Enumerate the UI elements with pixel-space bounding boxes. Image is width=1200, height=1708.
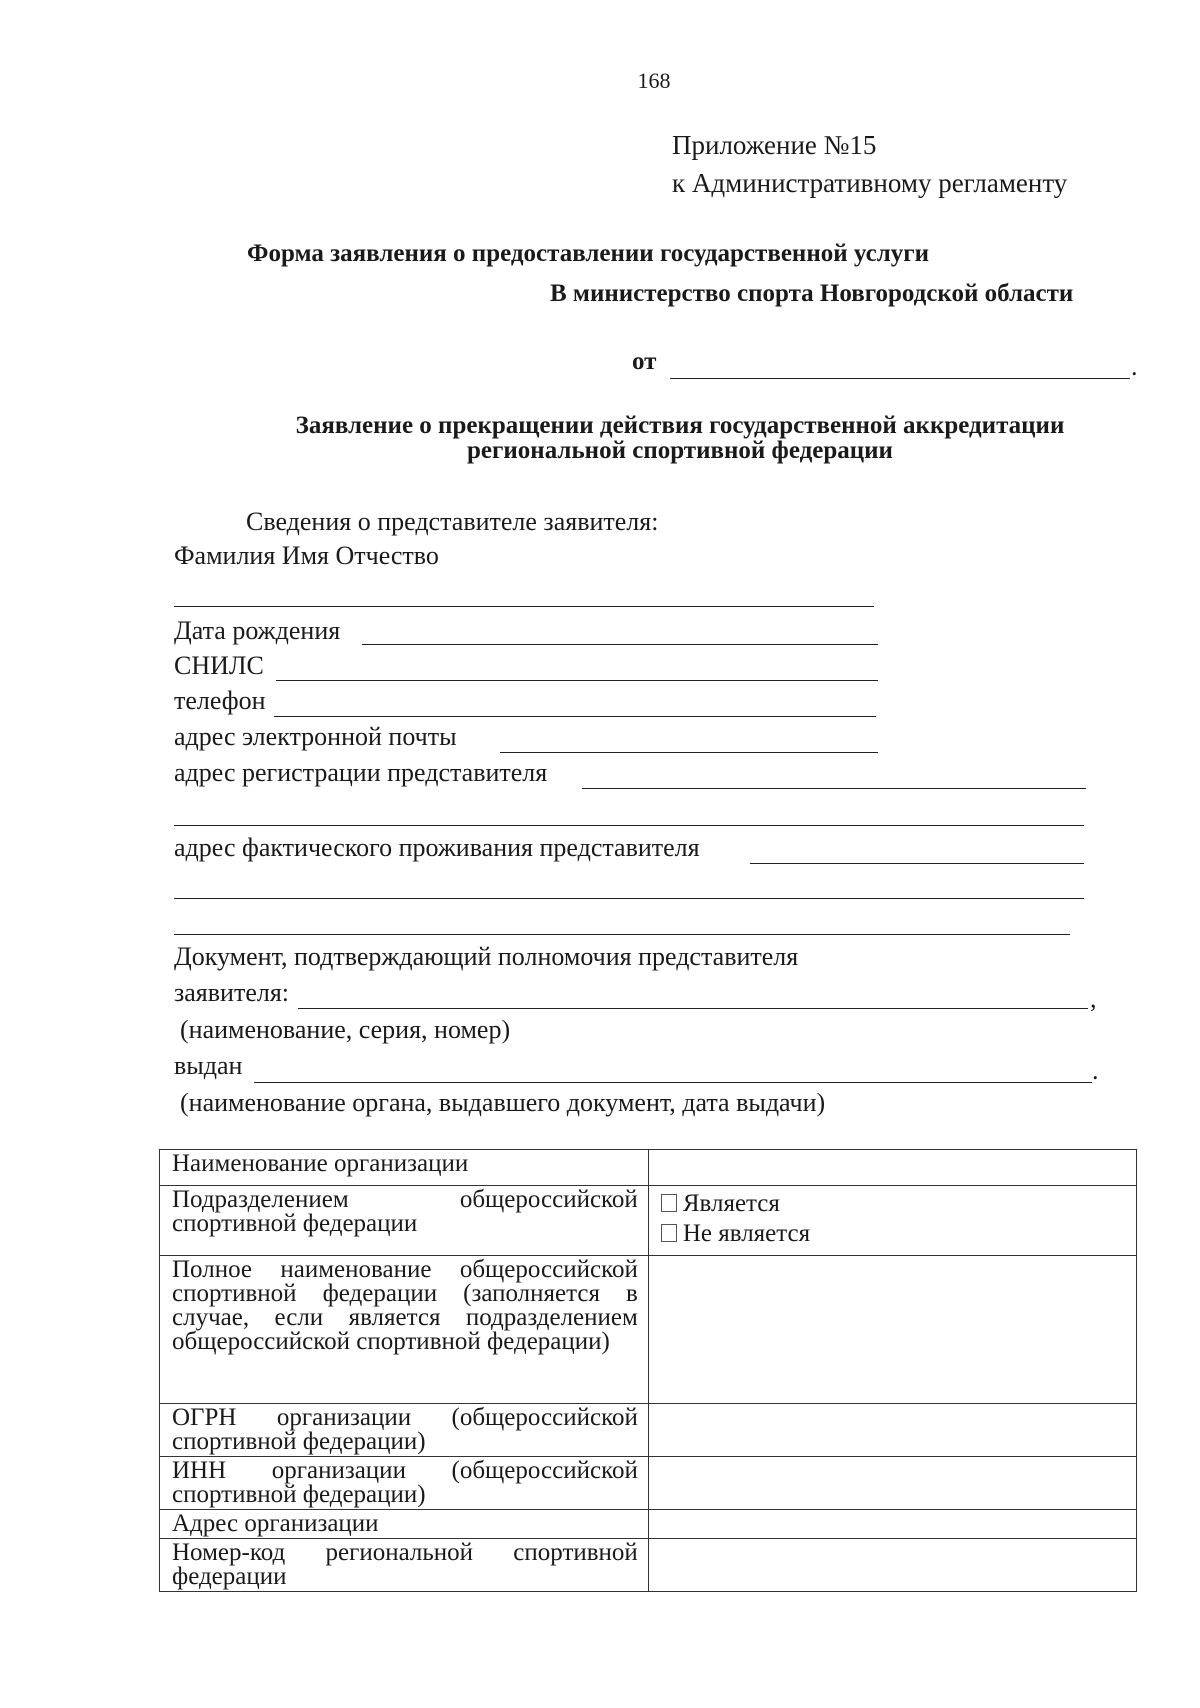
from-label: от: [632, 348, 657, 375]
full-name-field[interactable]: [174, 606, 874, 607]
from-period: .: [1131, 352, 1138, 381]
organization-address-label: Адрес организации: [160, 1510, 649, 1539]
issued-by-label: выдан: [174, 1051, 243, 1080]
federation-full-name-value[interactable]: [648, 1256, 1136, 1404]
table-row: [160, 1510, 1137, 1539]
option-is-not-subdivision[interactable]: [661, 1222, 1126, 1246]
full-name-label: Фамилия Имя Отчество: [174, 541, 439, 570]
form-title: Форма заявления о предоставлении государственной услуги: [247, 240, 929, 267]
actual-address-field-continued-2[interactable]: [174, 934, 1070, 935]
page-number: 168: [637, 68, 671, 93]
checkbox-icon[interactable]: [661, 1194, 677, 1212]
table-row: [160, 1186, 1137, 1256]
inn-label: ИНН организации (общероссийской спортивной федерации): [160, 1457, 649, 1510]
table-row: [160, 1150, 1137, 1186]
email-field[interactable]: [500, 752, 878, 753]
organization-address-value[interactable]: [648, 1510, 1136, 1539]
inn-value[interactable]: [648, 1457, 1136, 1510]
phone-label: телефон: [174, 686, 266, 715]
actual-address-field[interactable]: [750, 863, 1084, 864]
representative-section-title: Сведения о представителе заявителя:: [246, 507, 659, 536]
table-row: [160, 1457, 1137, 1510]
snils-field[interactable]: [276, 680, 878, 681]
federation-code-label: Номер-код региональной спортивной федерации: [160, 1539, 649, 1592]
option-label: Является: [682, 1190, 780, 1217]
ogrn-label: ОГРН организации (общероссийской спортивной федерации): [160, 1404, 649, 1457]
registration-address-field-continued[interactable]: [174, 825, 1084, 826]
authority-document-comma: ,: [1090, 984, 1097, 1013]
checkbox-icon[interactable]: [661, 1224, 677, 1242]
table-row: [160, 1539, 1137, 1592]
organization-table: [159, 1149, 1137, 1592]
authority-document-field[interactable]: [298, 1008, 1088, 1009]
table-row: [160, 1404, 1137, 1457]
issued-by-field[interactable]: [254, 1082, 1092, 1083]
appendix-reference: к Административному регламенту: [672, 168, 1068, 198]
registration-address-field[interactable]: [582, 788, 1086, 789]
addressee: В министерство спорта Новгородской области: [550, 280, 1074, 307]
birth-date-label: Дата рождения: [174, 616, 341, 645]
federation-code-value[interactable]: [648, 1539, 1136, 1592]
authority-document-label: Документ, подтверждающий полномочия представителя: [174, 942, 799, 971]
organization-name-value[interactable]: [648, 1150, 1136, 1186]
email-label: адрес электронной почты: [174, 722, 457, 751]
option-is-subdivision[interactable]: [661, 1192, 1126, 1216]
snils-label: СНИЛС: [174, 651, 264, 680]
appendix-number: Приложение №15: [672, 130, 877, 160]
application-title-line2: региональной спортивной федерации: [467, 437, 893, 464]
option-label: Не является: [682, 1220, 811, 1247]
applicant-label: заявителя:: [174, 978, 290, 1007]
birth-date-field[interactable]: [362, 644, 878, 645]
actual-address-field-continued-1[interactable]: [174, 898, 1084, 899]
subdivision-options: [648, 1186, 1136, 1256]
actual-address-label: адрес фактического проживания представителя: [174, 833, 700, 862]
table-row: [160, 1256, 1137, 1404]
ogrn-value[interactable]: [648, 1404, 1136, 1457]
application-title-line1: Заявление о прекращении действия государственной аккредитации: [295, 412, 1065, 439]
phone-field[interactable]: [274, 716, 876, 717]
subdivision-label: Подразделением общероссийской спортивной федерации: [160, 1186, 649, 1256]
organization-name-label: Наименование организации: [160, 1150, 649, 1186]
authority-document-hint: (наименование, серия, номер): [180, 1015, 511, 1044]
issued-by-hint: (наименование органа, выдавшего документ, дата выдачи): [180, 1088, 826, 1117]
registration-address-label: адрес регистрации представителя: [174, 758, 548, 787]
from-field[interactable]: [670, 378, 1130, 379]
federation-full-name-label: Полное наименование общероссийской спортивной федерации (заполняется в случае, если является подразделением общероссийской спортивной федерации): [160, 1256, 649, 1404]
issued-by-period: .: [1092, 1056, 1099, 1085]
